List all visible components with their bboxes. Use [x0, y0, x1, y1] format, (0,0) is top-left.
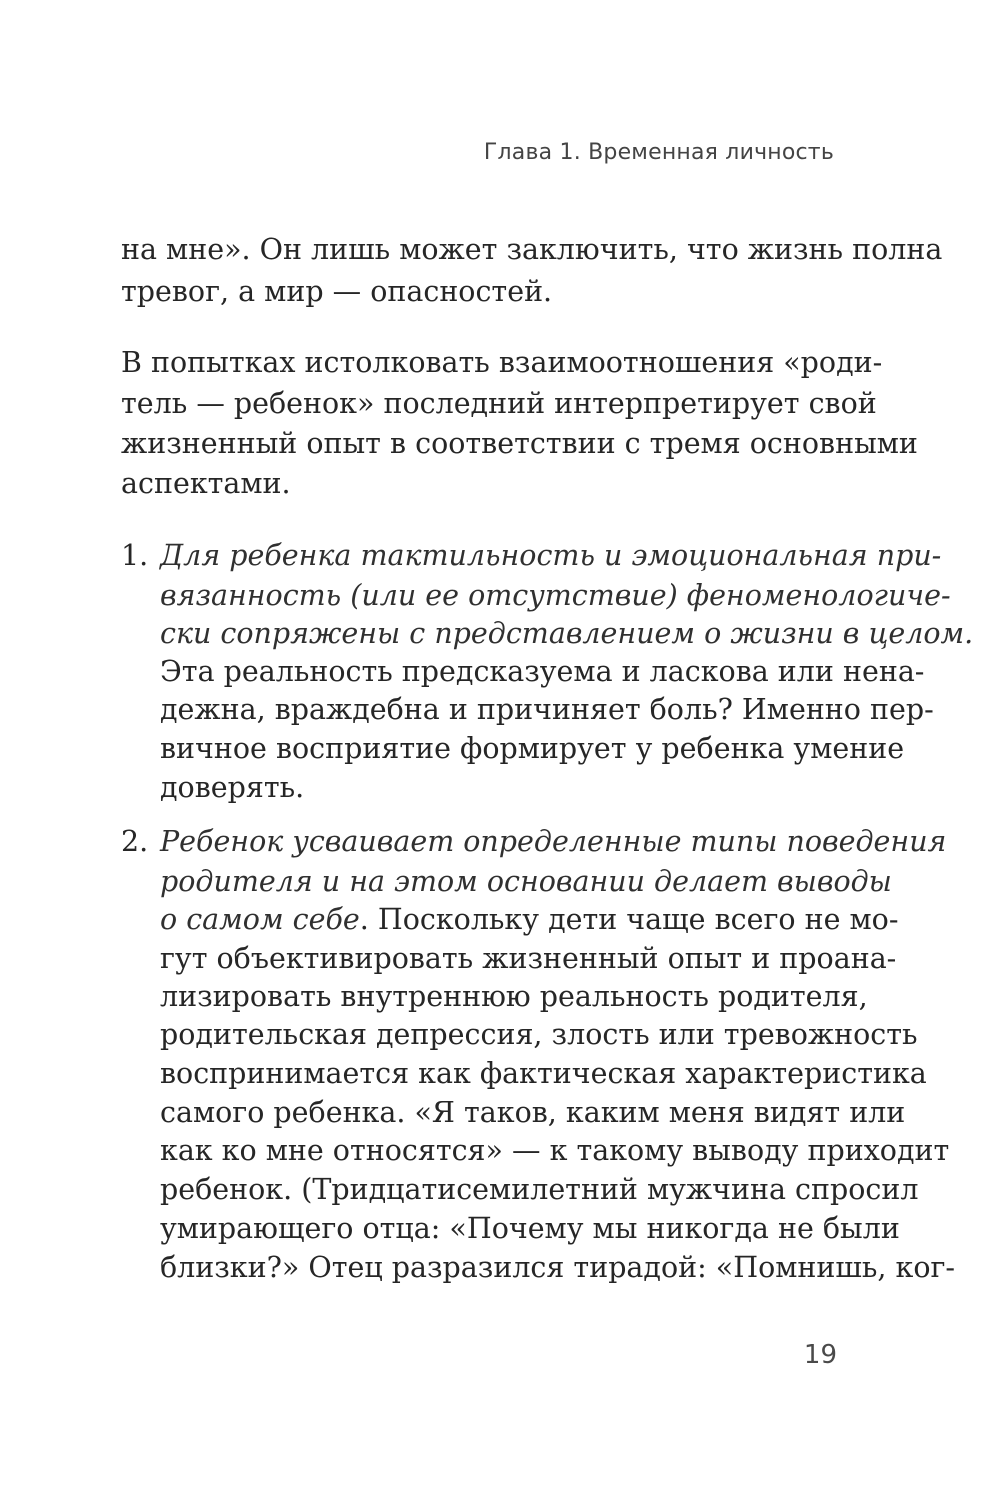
- regular-text: Эта реальность предсказуема и ласкова или нена-: [160, 655, 925, 688]
- paragraph-2-line-1: В попытках истолковать взаимоотношения «роди-: [121, 346, 883, 379]
- italic-text: вязанность (или ее отсутствие) феноменологиче-: [160, 579, 951, 612]
- regular-text: ребенок. (Тридцатисемилетний мужчина спросил: [160, 1173, 919, 1206]
- list-item-2-line-3: [160, 900, 898, 940]
- italic-text: родителя и на этом основании делает выводы: [160, 865, 892, 898]
- list-item-2-line-7: [160, 1054, 927, 1094]
- list-item-2-line-1: [160, 822, 946, 862]
- regular-text: доверять.: [160, 771, 305, 804]
- regular-text: лизировать внутреннюю реальность родителя,: [160, 980, 868, 1013]
- list-item-1-line-3: [160, 614, 973, 654]
- regular-text: как ко мне относятся» — к такому выводу приходит: [160, 1134, 950, 1167]
- regular-text: воспринимается как фактическая характеристика: [160, 1057, 927, 1090]
- paragraph-2-line-4: аспектами.: [121, 467, 291, 500]
- page-number: 19: [803, 1340, 837, 1370]
- paragraph-1-line-1: на мне». Он лишь может заключить, что жизнь полна: [121, 233, 943, 266]
- regular-text: умирающего отца: «Почему мы никогда не были: [160, 1212, 900, 1245]
- list-item-1-number: 1.: [121, 539, 149, 572]
- italic-text: ски сопряжены с представлением о жизни в целом.: [160, 617, 974, 650]
- list-item-2-line-9: [160, 1131, 949, 1171]
- italic-text: о самом себе: [160, 903, 360, 936]
- italic-text: Для ребенка тактильность и эмоциональная при-: [160, 539, 942, 572]
- regular-text: гут объективировать жизненный опыт и проана-: [160, 942, 897, 975]
- list-item-1-line-7: [160, 768, 304, 808]
- paragraph-2-line-2: тель — ребенок» последний интерпретирует свой: [121, 387, 877, 420]
- list-item-2-line-4: [160, 939, 896, 979]
- list-item-2-number: 2.: [121, 825, 149, 858]
- list-item-1-line-4: [160, 652, 924, 692]
- regular-text: . Поскольку дети чаще всего не мо-: [359, 903, 899, 936]
- list-item-2-line-11: [160, 1209, 900, 1249]
- list-item-2-line-10: [160, 1170, 918, 1210]
- running-head: Глава 1. Временная личность: [483, 140, 834, 165]
- regular-text: самого ребенка. «Я таков, каким меня видят или: [160, 1096, 906, 1129]
- regular-text: дежна, враждебна и причиняет боль? Именно пер-: [160, 693, 934, 726]
- regular-text: вичное восприятие формирует у ребенка умение: [160, 732, 905, 765]
- list-item-1-line-2: [160, 576, 951, 616]
- list-item-2-line-8: [160, 1093, 905, 1133]
- list-item-1-line-1: [160, 536, 941, 576]
- list-item-1-line-6: [160, 729, 904, 769]
- paragraph-2-line-3: жизненный опыт в соответствии с тремя основными: [121, 427, 918, 460]
- list-item-2-line-12: [160, 1248, 955, 1288]
- regular-text: родительская депрессия, злость или тревожность: [160, 1018, 918, 1051]
- paragraph-1-line-2: тревог, а мир — опасностей.: [121, 275, 553, 308]
- italic-text: Ребенок усваивает определенные типы поведения: [160, 825, 947, 858]
- regular-text: близки?» Отец разразился тирадой: «Помнишь, ког-: [160, 1251, 956, 1284]
- list-item-2-line-2: [160, 862, 892, 902]
- list-item-1-line-5: [160, 690, 934, 730]
- list-item-2-line-5: [160, 977, 868, 1017]
- list-item-2-line-6: [160, 1015, 918, 1055]
